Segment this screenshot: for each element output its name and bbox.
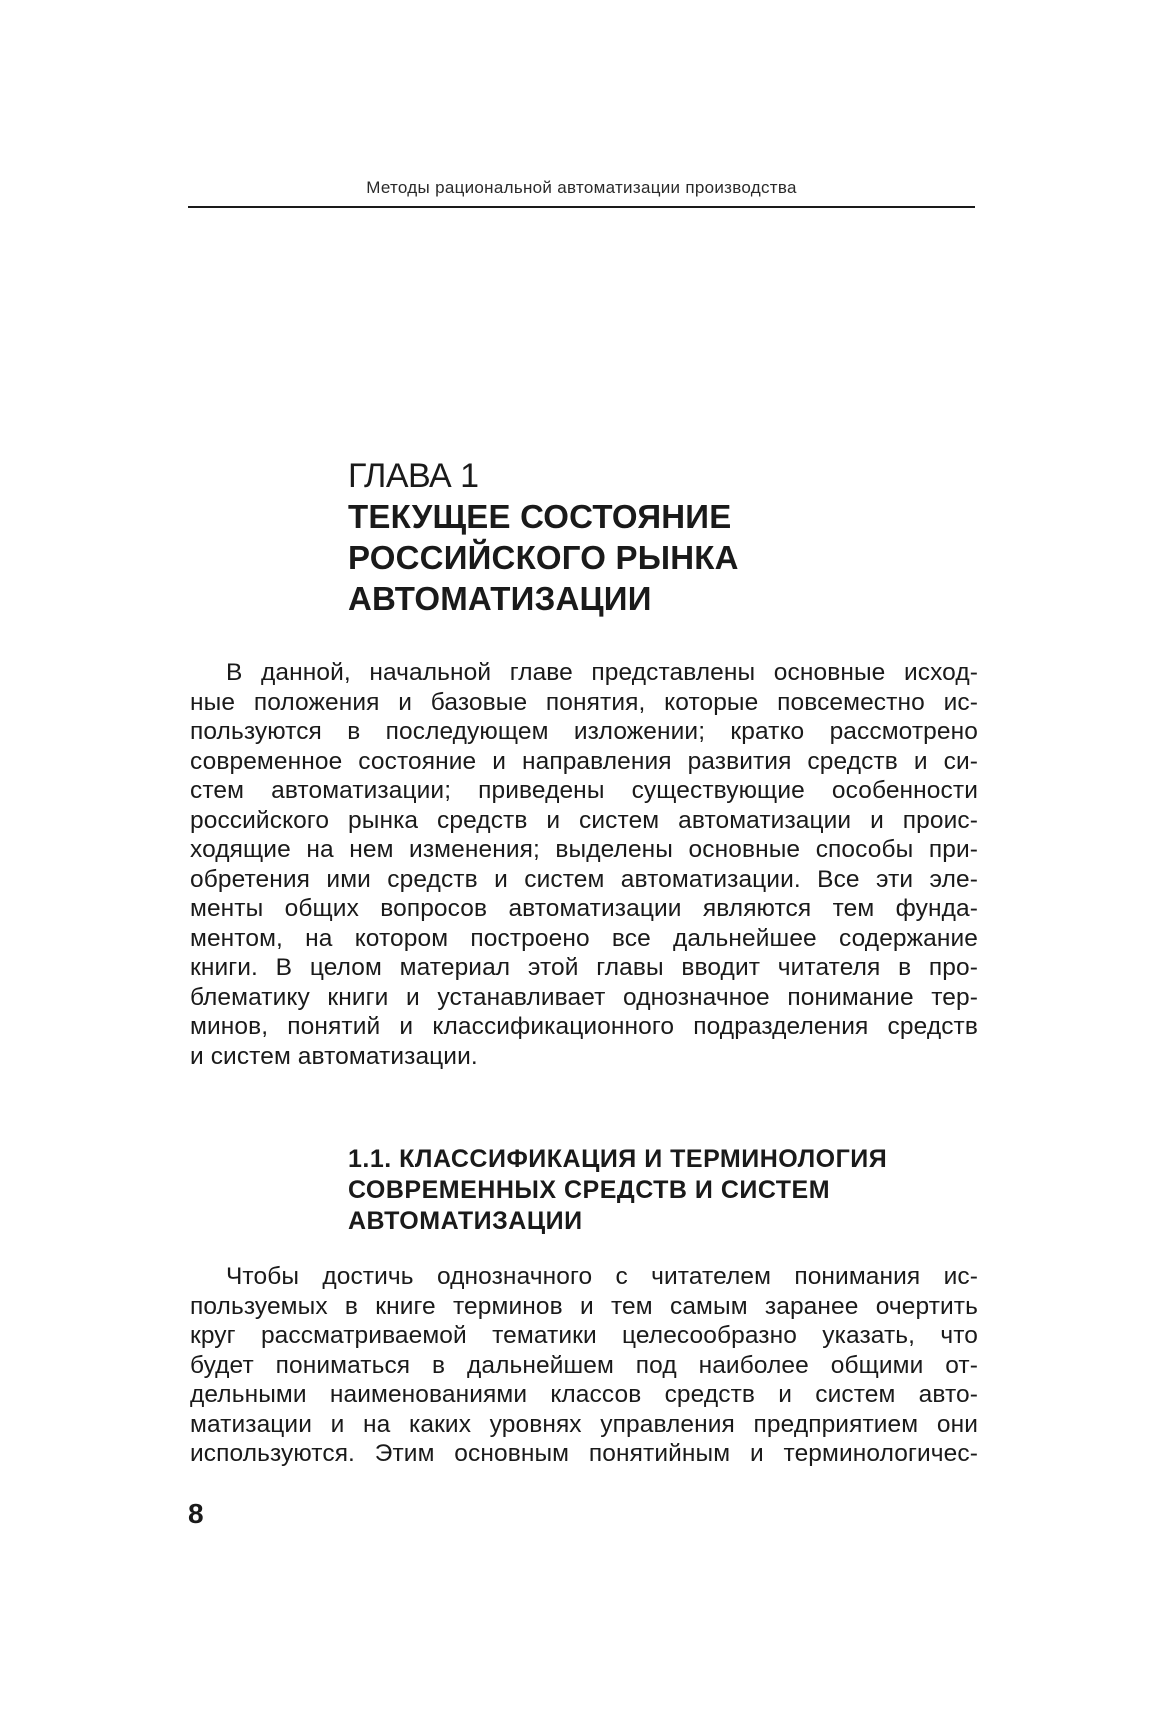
header-rule <box>188 206 975 208</box>
text-line: стем автоматизации; приведены существующие особенности <box>190 777 978 804</box>
text-line: ходящие на нем изменения; выделены основные способы при- <box>190 836 978 863</box>
text-line: обретения ими средств и систем автоматизации. Все эти эле- <box>190 865 978 893</box>
running-header: Методы рациональной автоматизации производства <box>366 178 797 197</box>
text-line: Чтобы достичь однозначного с читателем понимания ис- <box>226 1263 978 1290</box>
text-line: пользуются в последующем изложении; кратко рассмотрено <box>190 718 978 745</box>
text-line: будет пониматься в дальнейшем под наиболее общими от- <box>190 1351 978 1379</box>
text-line: ментом, на котором построено все дальнейшее содержание <box>190 924 978 952</box>
text-line: используются. Этим основным понятийным и терминологичес- <box>190 1440 978 1467</box>
text-line: пользуемых в книге терминов и тем самым заранее очертить <box>190 1292 978 1320</box>
page-number: 8 <box>188 1498 204 1529</box>
text-line: матизации и на каких уровнях управления предприятием они <box>190 1410 978 1438</box>
chapter-title <box>348 496 968 619</box>
section-heading <box>348 1144 978 1237</box>
chapter-title-line: ТЕКУЩЕЕ СОСТОЯНИЕ <box>348 498 732 535</box>
chapter-title-line: АВТОМАТИЗАЦИИ <box>348 580 652 617</box>
chapter-heading <box>348 456 968 619</box>
section-title-line: СОВРЕМЕННЫХ СРЕДСТВ И СИСТЕМ <box>348 1176 831 1204</box>
body-paragraph <box>190 1262 978 1469</box>
chapter-title-line: РОССИЙСКОГО РЫНКА <box>348 539 739 576</box>
text-line: круг рассматриваемой тематики целесообразно указать, что <box>190 1322 978 1349</box>
text-line: менты общих вопросов автоматизации являются тем фунда- <box>190 895 978 922</box>
text-line: современное состояние и направления развития средств и си- <box>190 747 978 775</box>
text-line: и систем автоматизации. <box>190 1042 478 1070</box>
section-title-line: 1.1. КЛАССИФИКАЦИЯ И ТЕРМИНОЛОГИЯ <box>348 1145 888 1173</box>
chapter-label: ГЛАВА 1 <box>348 457 479 495</box>
section-title-line: АВТОМАТИЗАЦИИ <box>348 1207 583 1235</box>
text-line: минов, понятий и классификационного подразделения средств <box>190 1013 978 1040</box>
text-line: В данной, начальной главе представлены основные исход- <box>226 659 978 686</box>
intro-paragraph <box>190 658 978 1071</box>
text-line: блематику книги и устанавливает однозначное понимание тер- <box>190 983 978 1011</box>
text-line: ные положения и базовые понятия, которые повсеместно ис- <box>190 688 978 716</box>
text-line: книги. В целом материал этой главы вводит читателя в про- <box>190 954 978 981</box>
text-line: российского рынка средств и систем автоматизации и проис- <box>190 806 978 834</box>
text-line: дельными наименованиями классов средств и систем авто- <box>190 1381 978 1408</box>
